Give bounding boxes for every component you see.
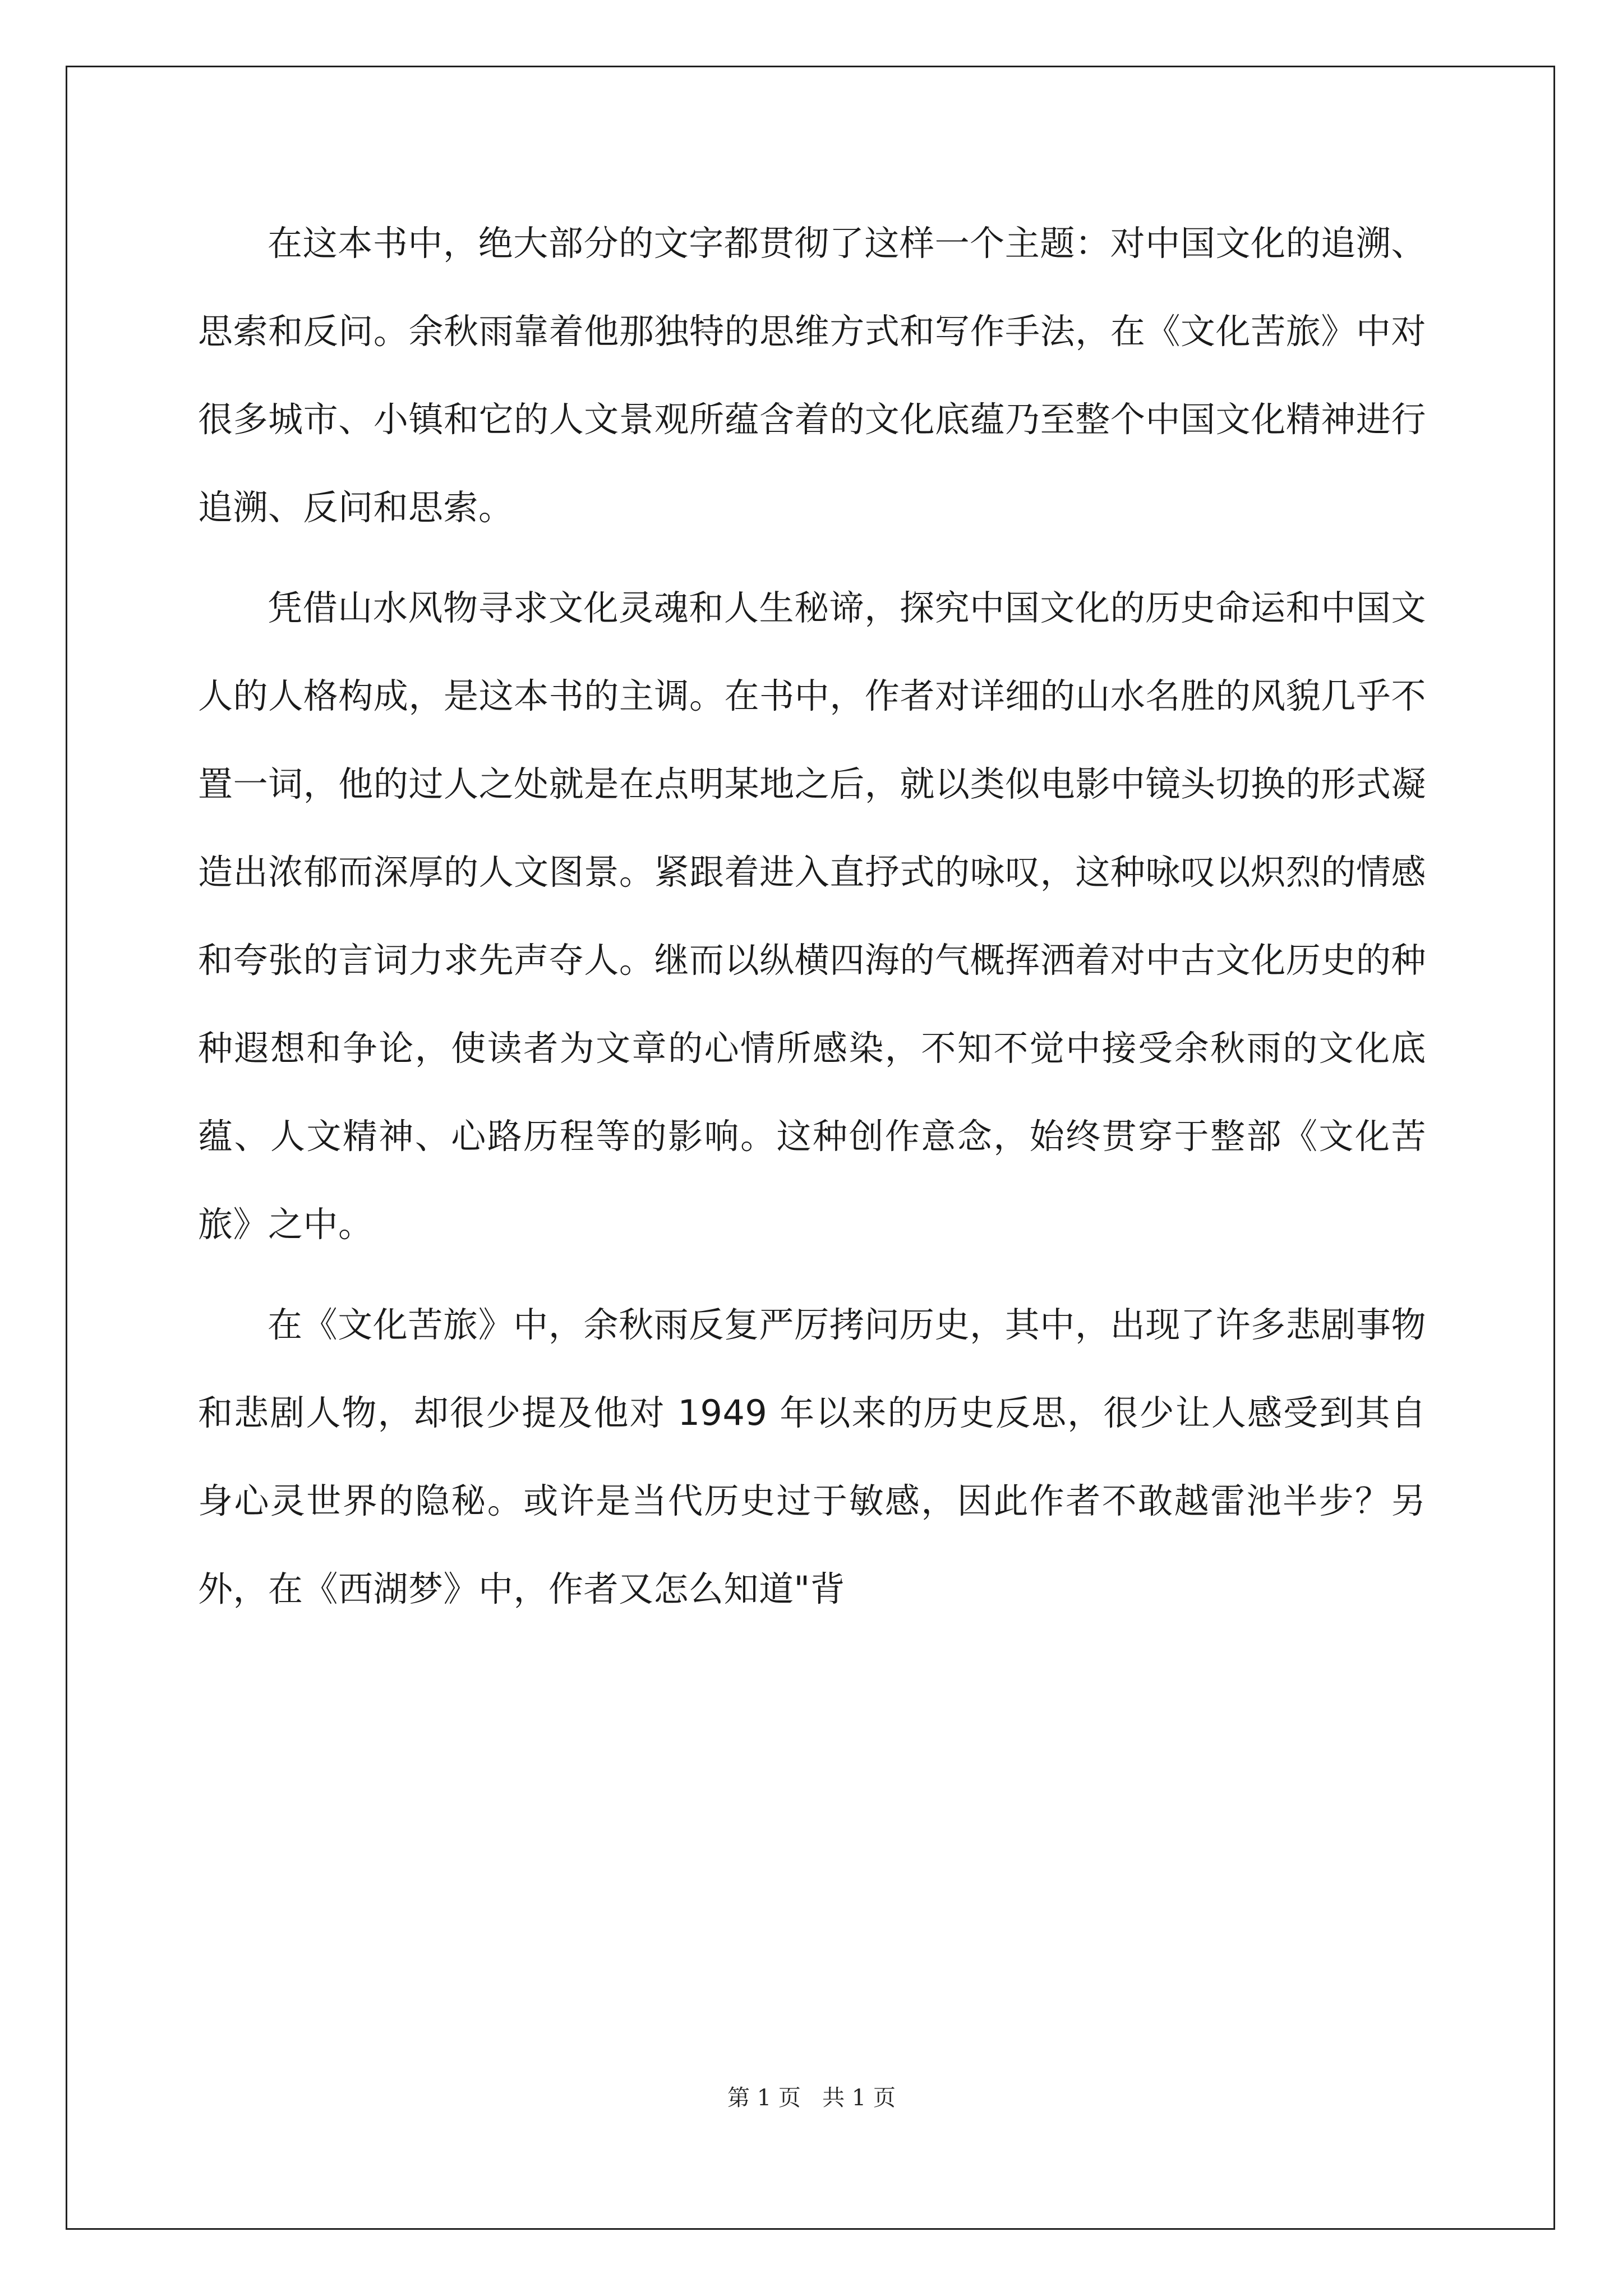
paragraph-3: 在《文化苦旅》中，余秋雨反复严厉拷问历史，其中，出现了许多悲剧事物和悲剧人物，却很少提及他对 1949 年以来的历史反思，很少让人感受到其自身心灵世界的隐秘。或许是当代历史过于敏感，因此作者不敢越雷池半步？另外，在《西湖梦》中，作者又怎么知道"背 bbox=[198, 1304, 1426, 1609]
document-body bbox=[198, 199, 1426, 1645]
paragraph-1: 在这本书中，绝大部分的文字都贯彻了这样一个主题：对中国文化的追溯、思索和反问。余秋雨靠着他那独特的思维方式和写作手法，在《文化苦旅》中对很多城市、小镇和它的人文景观所蕴含着的文化底蕴乃至整个中国文化精神进行追溯、反问和思索。 bbox=[198, 223, 1426, 528]
page-number-footer: 第 1 页 共 1 页 bbox=[727, 2085, 896, 2111]
paragraph-2: 凭借山水风物寻求文化灵魂和人生秘谛，探究中国文化的历史命运和中国文人的人格构成，是这本书的主调。在书中，作者对详细的山水名胜的风貌几乎不置一词，他的过人之处就是在点明某地之后，就以类似电影中镜头切换的形式凝造出浓郁而深厚的人文图景。紧跟着进入直抒式的咏叹，这种咏叹以炽烈的情感和夸张的言词力求先声夺人。继而以纵横四海的气概挥洒着对中古文化历史的种种遐想和争论，使读者为文章的心情所感染，不知不觉中接受余秋雨的文化底蕴、人文精神、心路历程等的影响。这种创作意念，始终贯穿于整部《文化苦旅》之中。 bbox=[198, 587, 1426, 1245]
